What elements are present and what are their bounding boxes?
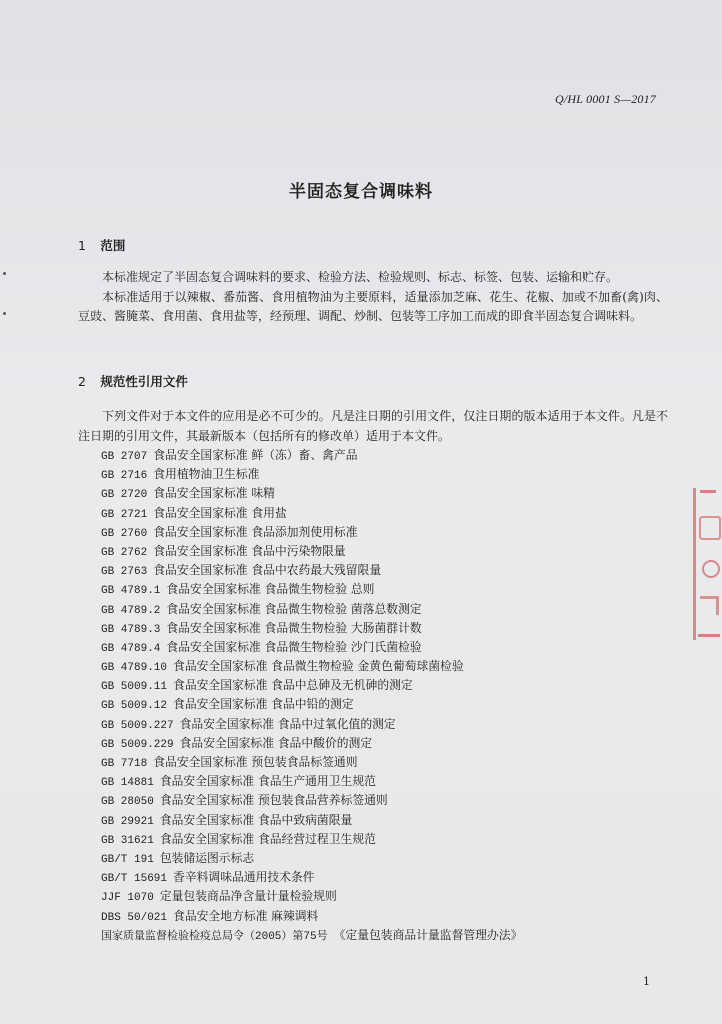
reference-title: 食品安全国家标准 预包装食品标签通则 [153, 755, 358, 769]
reference-title: 食品安全国家标准 食用盐 [153, 505, 287, 520]
reference-item [101, 849, 522, 868]
reference-code: GB 2721 [101, 508, 148, 521]
reference-item [101, 484, 522, 503]
reference-title: 食品安全国家标准 预包装食品营养标签通则 [159, 793, 388, 808]
reference-title: 食品安全国家标准 鲜（冻）畜、禽产品 [153, 448, 358, 462]
reference-code: GB 31621 [101, 834, 154, 847]
red-seal-stamp [693, 488, 722, 640]
reference-title: 定量包装商品净含量计量检验规则 [159, 889, 337, 904]
reference-item [101, 600, 522, 619]
reference-code: GB 4789.1 [101, 585, 161, 598]
reference-code: GB 5009.12 [101, 700, 168, 713]
reference-item [101, 830, 522, 849]
reference-title: 包装储运图示标志 [159, 850, 255, 865]
reference-title: 食品安全国家标准 食品中铅的测定 [173, 697, 354, 712]
reference-code: GB 4789.4 [101, 642, 161, 655]
reference-item [101, 619, 522, 638]
reference-title: 食品安全国家标准 食品中致病菌限量 [159, 812, 353, 827]
section-2-heading [78, 372, 188, 390]
reference-title: 食品安全国家标准 食品微生物检验 沙门氏菌检验 [166, 639, 422, 654]
reference-code: GB 14881 [101, 777, 154, 790]
reference-item [101, 638, 522, 657]
reference-title: 食品安全国家标准 食品中农药最大残留限量 [153, 563, 382, 578]
reference-title: 食品安全国家标准 食品中污染物限量 [153, 543, 346, 558]
paragraph: 本标准规定了半固态复合调味料的要求、检验方法、检验规则、标志、标签、包装、运输和贮存。 [102, 270, 619, 284]
reference-title: 食品安全国家标准 食品经营过程卫生规范 [159, 831, 376, 846]
reference-list [101, 446, 522, 945]
section-1-heading [78, 236, 125, 254]
reference-code: GB 28050 [101, 796, 154, 809]
reference-title: 食品安全国家标准 食品微生物检验 金黄色葡萄球菌检验 [173, 659, 464, 674]
scan-speck [3, 312, 6, 315]
reference-code: GB 5009.11 [101, 681, 168, 694]
reference-title: 《定量包装商品计量监督管理办法》 [333, 927, 523, 942]
reference-code: GB 7718 [101, 758, 148, 770]
reference-title: 食品安全国家标准 食品添加剂使用标准 [153, 524, 358, 539]
reference-title: 食品安全国家标准 食品微生物检验 菌落总数测定 [166, 601, 422, 616]
reference-item [101, 523, 522, 542]
standard-code: Q/HL 0001 S—2017 [555, 92, 656, 106]
reference-code: GB 5009.227 [101, 719, 174, 732]
reference-code: GB/T 15691 [101, 873, 168, 886]
section-title: 规范性引用文件 [100, 374, 188, 389]
reference-code: GB 5009.229 [101, 738, 174, 751]
reference-title: 香辛料调味品通用技术条件 [173, 870, 315, 885]
reference-title: 食品安全国家标准 食品中酸价的测定 [179, 735, 373, 750]
reference-item [101, 926, 522, 945]
reference-code: GB 2720 [101, 489, 148, 502]
reference-code: GB 4789.3 [101, 623, 161, 636]
reference-title: 食品安全国家标准 味精 [153, 486, 275, 501]
paragraph: 本标准适用于以辣椒、番茄酱、食用植物油为主要原料，适量添加芝麻、花生、花椒、加或不加畜(禽)肉、豆豉、酱腌菜、食用菌、食用盐等，经预理、调配、炒制、包装等工序加工而成的即食半固态复合调味料。 [78, 289, 668, 323]
reference-item [101, 542, 522, 561]
section-number: 1 [78, 238, 86, 253]
section-title: 范围 [100, 238, 126, 253]
reference-item [101, 580, 522, 599]
reference-title: 食品安全国家标准 食品微生物检验 总则 [166, 582, 375, 597]
reference-code: 国家质量监督检验检疫总局令（2005）第75号 [101, 930, 328, 943]
reference-title: 食品安全地方标准 麻辣调料 [173, 908, 319, 923]
reference-item [101, 887, 522, 906]
reference-title: 食品安全国家标准 食品中过氧化值的测定 [179, 716, 396, 731]
document-title: 半固态复合调味料 [289, 182, 433, 202]
reference-code: GB 4789.10 [101, 662, 168, 675]
section-2-intro [78, 407, 668, 446]
reference-item [101, 734, 522, 753]
page-number: 1 [643, 975, 650, 988]
reference-code: GB/T 191 [101, 853, 154, 866]
reference-title: 食品安全国家标准 食品生产通用卫生规范 [159, 774, 376, 789]
reference-code: GB 29921 [101, 815, 154, 828]
reference-item [101, 772, 522, 791]
reference-code: GB 2707 [101, 451, 148, 463]
reference-item [101, 868, 522, 887]
scan-speck [3, 272, 6, 275]
reference-title: 食品安全国家标准 食品微生物检验 大肠菌群计数 [166, 620, 422, 635]
reference-item [101, 811, 522, 830]
reference-title: 食用植物油卫生标准 [153, 467, 260, 482]
reference-title: 食品安全国家标准 食品中总砷及无机砷的测定 [173, 678, 413, 693]
section-1-body [78, 268, 668, 327]
reference-item [101, 715, 522, 734]
reference-code: GB 2760 [101, 527, 148, 540]
paragraph: 下列文件对于本文件的应用是必不可少的。凡是注日期的引用文件，仅注日期的版本适用于本文件。凡是不注日期的引用文件，其最新版本（包括所有的修改单）适用于本文件。 [78, 409, 668, 443]
reference-code: DBS 50/021 [101, 911, 168, 924]
reference-item [101, 907, 522, 926]
reference-item [101, 695, 522, 714]
reference-code: GB 2716 [101, 470, 148, 483]
reference-item [101, 446, 522, 465]
reference-item [101, 465, 522, 484]
reference-item [101, 791, 522, 810]
reference-item [101, 753, 522, 772]
reference-item [101, 676, 522, 695]
reference-code: GB 2763 [101, 566, 148, 579]
section-number: 2 [78, 374, 86, 389]
reference-code: GB 2762 [101, 546, 148, 559]
reference-item [101, 561, 522, 580]
reference-code: JJF 1070 [101, 892, 154, 905]
reference-item [101, 504, 522, 523]
reference-item [101, 657, 522, 676]
reference-code: GB 4789.2 [101, 604, 161, 617]
